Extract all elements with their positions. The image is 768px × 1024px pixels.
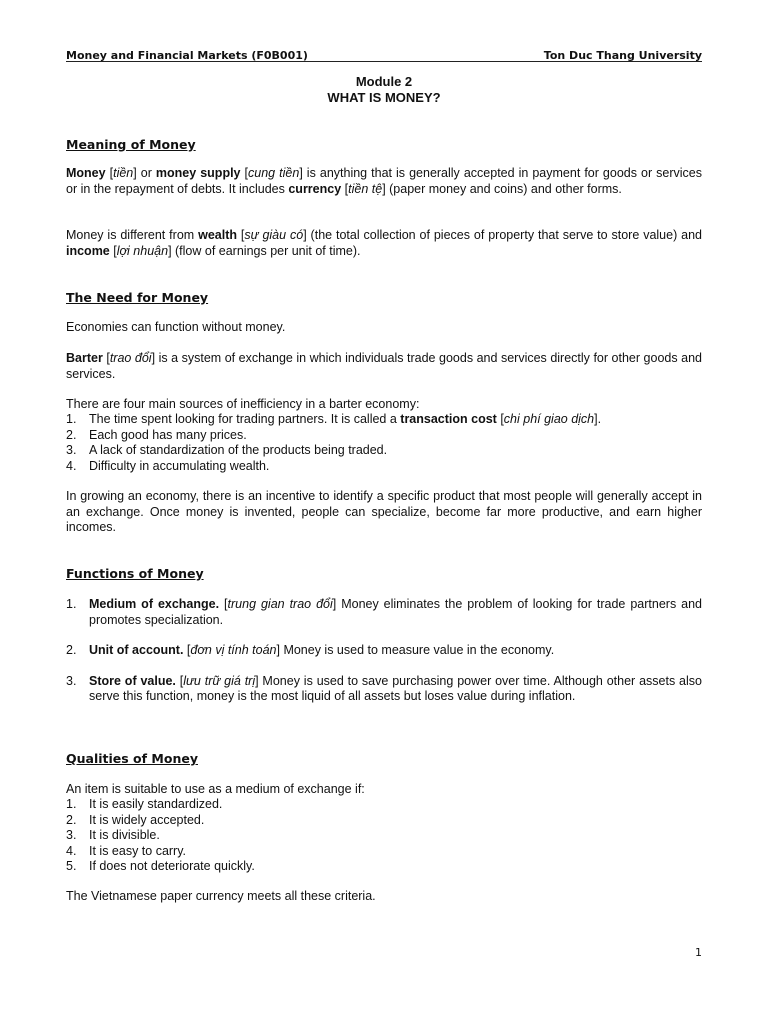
paragraph-barter: Barter [trao đổi] is a system of exchange in which individuals trade goods and services directly for other goods and services.: [66, 351, 702, 381]
header-university: Ton Duc Thang University: [543, 49, 702, 62]
list-item: 1. The time spent looking for trading partners. It is called a transaction cost [chi phí giao dịch].: [66, 412, 602, 426]
term-transaction-cost: transaction cost: [400, 412, 497, 426]
heading-need-for-money: The Need for Money: [66, 290, 209, 305]
paragraph-money-definition: Money [tiền] or money supply [cung tiền] is anything that is generally accepted in payment for goods or services or in the repayment of debts. It includes currency [tiền tệ] (paper money and coins) and other forms.: [66, 166, 703, 196]
paragraph-economies: Economies can function without money.: [66, 320, 286, 334]
list-item: 4. Difficulty in accumulating wealth.: [66, 458, 270, 473]
heading-functions-of-money: Functions of Money: [66, 566, 204, 581]
list-item: 3. A lack of standardization of the products being traded.: [66, 443, 388, 457]
term-currency: currency: [288, 181, 342, 196]
term-wealth: wealth: [198, 228, 237, 242]
qualities-list: [66, 797, 702, 875]
term-unit-of-account: Unit of account.: [89, 643, 184, 657]
list-item: 1. It is easily standardized.: [66, 797, 223, 811]
paragraph-qualities-intro: An item is suitable to use as a medium of exchange if:: [66, 782, 365, 796]
heading-meaning-of-money: Meaning of Money: [66, 137, 196, 152]
list-item: 3. It is divisible.: [66, 828, 160, 842]
functions-list: [66, 597, 702, 705]
list-item: 2. It is widely accepted.: [66, 812, 205, 827]
module-label: Module 2: [355, 74, 413, 89]
list-item: 2. Each good has many prices.: [66, 427, 247, 442]
term-medium-of-exchange: Medium of exchange.: [89, 597, 220, 611]
term-store-of-value: Store of value.: [89, 673, 176, 688]
list-item: 2. Unit of account. [đơn vị tính toán] Money is used to measure value in the economy.: [66, 643, 555, 657]
page-number: 1: [695, 946, 702, 959]
paragraph-wealth-income: Money is different from wealth [sự giàu có] (the total collection of pieces of property that serve to store value) and income [lợi nhuận] (flow of earnings per unit of time).: [66, 228, 702, 258]
list-item: 1. Medium of exchange. [trung gian trao đổi] Money eliminates the problem of looking for trade partners and promotes specialization.: [66, 597, 703, 627]
inefficiency-list: [66, 412, 702, 474]
list-item: 4. It is easy to carry.: [66, 843, 187, 858]
term-barter: Barter: [66, 351, 103, 365]
paragraph-vietnamese-currency: The Vietnamese paper currency meets all these criteria.: [66, 889, 376, 903]
list-item: 3. Store of value. [lưu trữ giá trị] Money is used to save purchasing power over time. Although other assets also serve this function, money is the most liquid of all assets but loses value during inflation.: [66, 673, 702, 703]
paragraph-growing-economy: In growing an economy, there is an incentive to identify a specific product that most people will generally accept in an exchange. Once money is invented, people can specialize, become far more productive, and earn higher incomes.: [66, 489, 702, 534]
term-money: Money: [66, 166, 106, 180]
term-money-supply: money supply: [155, 166, 241, 180]
term-income: income: [66, 243, 110, 258]
page-title: WHAT IS MONEY?: [327, 90, 441, 105]
list-item: 5. If does not deteriorate quickly.: [66, 859, 255, 873]
header-rule: [66, 61, 702, 62]
header-course: Money and Financial Markets (F0B001): [66, 49, 308, 62]
paragraph-inefficiency-intro: There are four main sources of inefficiency in a barter economy:: [66, 397, 420, 411]
heading-qualities-of-money: Qualities of Money: [66, 751, 198, 766]
running-header: [66, 44, 702, 62]
